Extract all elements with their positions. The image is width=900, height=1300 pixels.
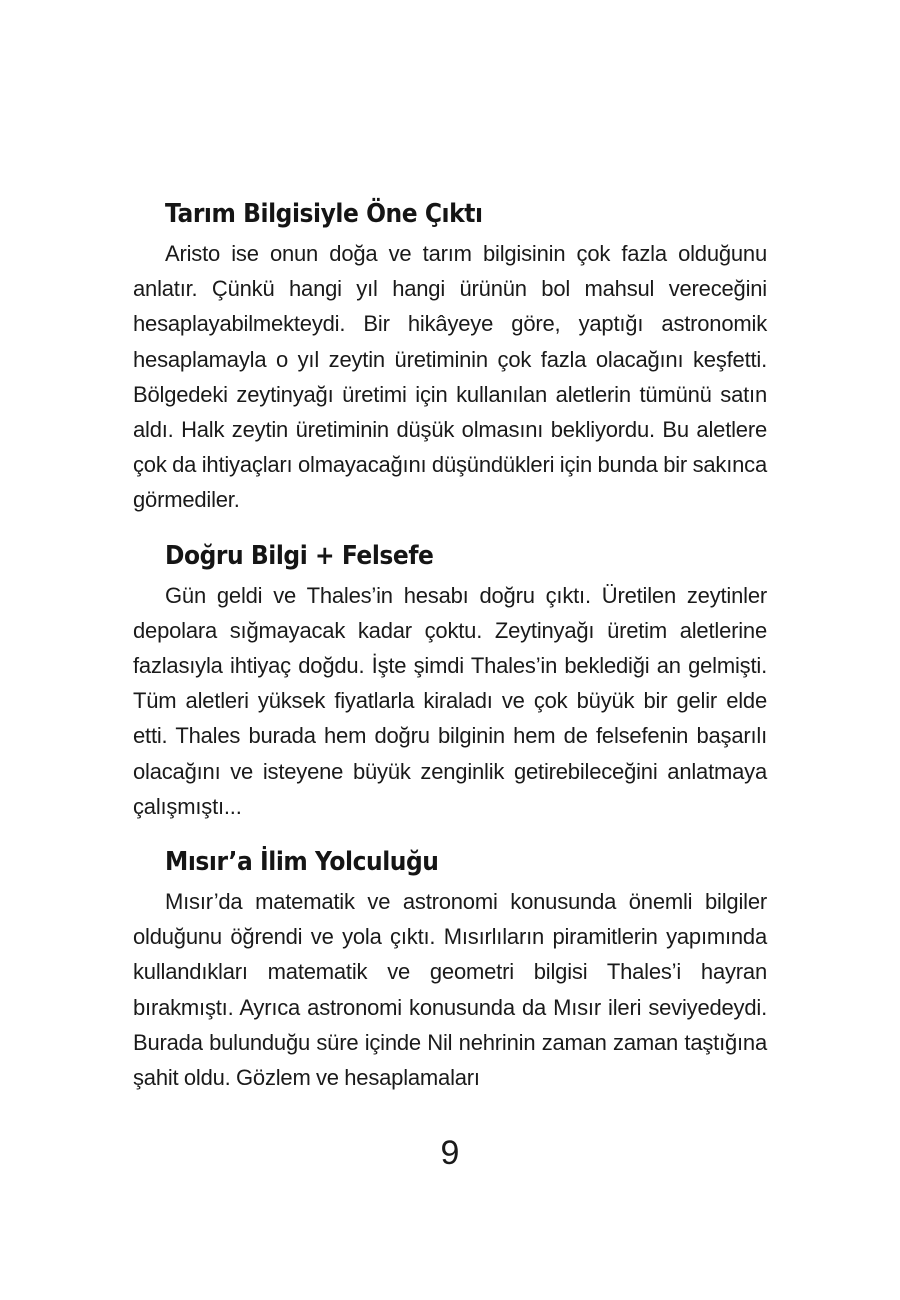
section-misir-yolculugu [133,840,767,1095]
section-paragraph: Mısır’da matematik ve astronomi konusunda önemli bilgiler olduğunu öğrendi ve yola çıktı. Mısırlıların piramitlerin yapımında kullandıkları matematik ve geometri bilgisi Thales’i hayran bırakmıştı. Ayrıca astronomi konusunda da Mısır ileri seviyedeydi. Burada bulunduğu süre içinde Nil nehrinin zaman zaman taştığına şahit oldu. Gözlem ve hesaplamaları [133,889,767,1091]
page-number: 9 [440,1134,460,1172]
section-heading: Tarım Bilgisiyle Öne Çıktı [165,199,483,229]
section-heading: Mısır’a İlim Yolculuğu [165,847,439,878]
section-tarim-bilgisi [133,192,767,518]
page-content [133,192,767,1095]
section-paragraph: Gün geldi ve Thales’in hesabı doğru çıktı. Üretilen zeytinler depolara sığmayacak kadar çoktu. Zeytinyağı üretim aletlerine fazlasıyla ihtiyaç doğdu. İşte şimdi Thales’in beklediği an gelmişti. Tüm aletleri yüksek fiyatlarla kiraladı ve çok büyük bir gelir elde etti. Thales burada hem doğru bilginin hem de felsefenin başarılı olacağını ve isteyene büyük zenginlik getirebileceğini anlatmaya çalışmıştı... [133,582,767,819]
section-dogru-bilgi [133,534,767,824]
section-paragraph: Aristo ise onun doğa ve tarım bilgisinin çok fazla olduğunu anlatır. Çünkü hangi yıl hangi ürünün bol mahsul vereceğini hesaplayabilmekteydi. Bir hikâyeye göre, yaptığı astronomik hesaplamayla o yıl zeytin üretiminin çok fazla olacağını keşfetti. Bölgedeki zeytinyağı üretimi için kullanılan aletlerin tümünü satın aldı. Halk zeytin üretiminin düşük olmasını bekliyordu. Bu aletlere çok da ihtiyaçları olmayacağını düşündükleri için bunda bir sakınca görmediler. [133,241,767,513]
section-heading: Doğru Bilgi + Felsefe [165,540,434,571]
